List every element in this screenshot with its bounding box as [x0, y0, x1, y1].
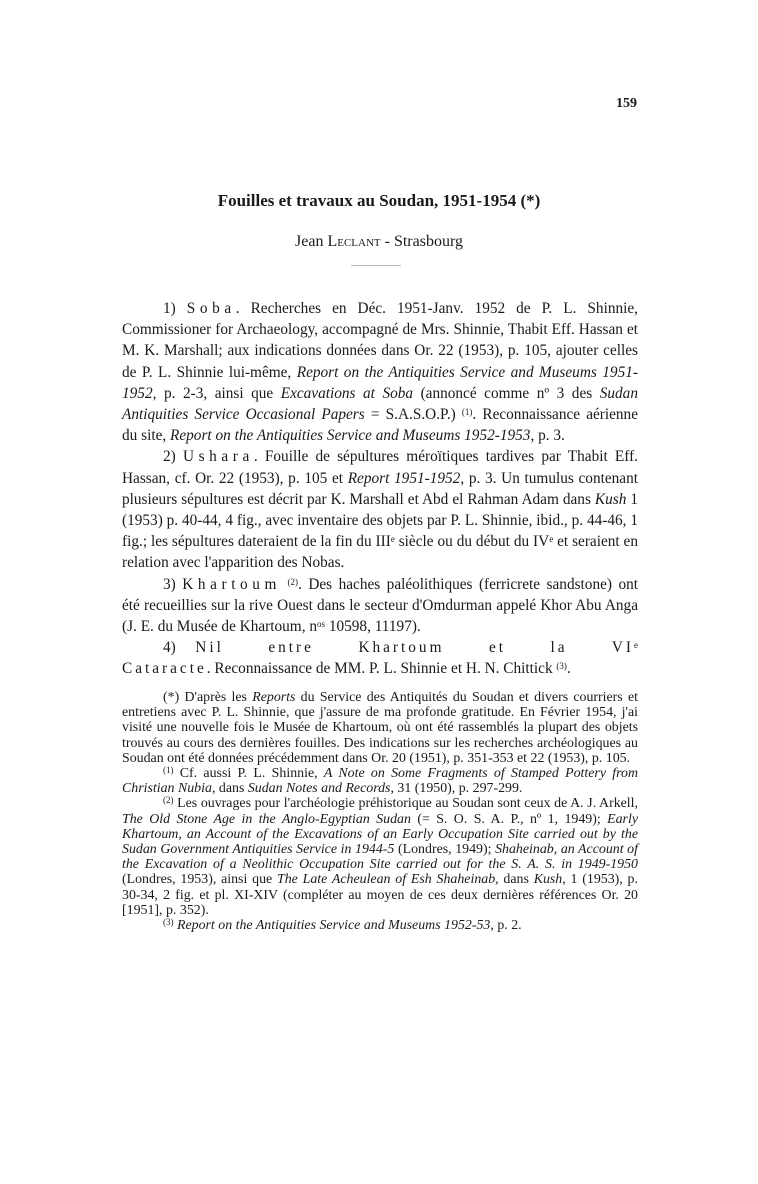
italic-text: The Late Acheulean of Esh Shaheinab [276, 872, 496, 888]
footnote-ref: (2) [287, 576, 299, 587]
para-num: 4) [163, 639, 196, 657]
italic-text: Report on the Antiquities Service and Museums 1952-1953 [170, 427, 531, 445]
author-sep: - [380, 233, 394, 250]
main-text [122, 298, 638, 680]
para-heading: Khartoum [182, 575, 282, 593]
footnote-2 [122, 796, 638, 918]
text: . Fouille de sépultures méroïtiques tardives par Thabit Eff. Hassan, cf. Or. 22 (1953), p. 105 et [122, 448, 638, 487]
page-number: 159 [616, 96, 637, 111]
text: 1 (1953) p. 40-44, 4 fig., avec inventaire des objets par P. L. Shinnie, ibid., p. 44-46, 1 fig.; les sépultures dateraient de la fin du III [122, 490, 639, 551]
text: 10598, 11197). [325, 618, 421, 636]
text: , 31 (1950), p. 297-299. [390, 781, 523, 797]
paragraph-ushara [122, 446, 638, 573]
text: . Reconnaissance aérienne du site, [122, 406, 638, 445]
author-first: Jean [295, 233, 324, 250]
superscript: e [390, 534, 395, 545]
footnotes [122, 690, 638, 933]
footnote-mark: (3) [163, 917, 174, 928]
footnote-3 [122, 918, 638, 933]
footnote-ref: (1) [461, 407, 473, 418]
italic-text: Excavations at Soba [280, 384, 414, 402]
italic-text: Sudan Notes and Records [247, 781, 391, 797]
text: = S.A.S.O.P.) [364, 406, 462, 424]
superscript: e [549, 534, 554, 545]
text: D'après les [179, 690, 253, 705]
italic-text: Early Khartoum, an Account of the Excavations of an Early Occupation Site carried out by the Sudan Government Antiquities Service in 1944-5 [122, 811, 638, 858]
para-num: 2) [163, 448, 183, 466]
text: , dans [211, 781, 248, 797]
text: . [566, 660, 571, 678]
footnote-ref: (3) [556, 661, 567, 672]
text: , 1 (1953), p. 30-34, 2 fig. et pl. XI-XIV (compléter au moyen de ces deux dernières références Or. 20 [1951], p. 352). [122, 872, 638, 918]
superscript: e [634, 640, 638, 651]
italic-text: Sudan Antiquities Service Occasional Papers [122, 384, 638, 424]
text: (Londres, 1953), ainsi que [122, 872, 277, 888]
author-last: Leclant [327, 233, 381, 250]
text: , p. 2-3, ainsi que [152, 384, 281, 402]
author-place: Strasbourg [393, 233, 463, 250]
footnote-mark: (2) [163, 795, 174, 806]
para-num: 1) [163, 300, 187, 317]
text: Les ouvrages pour l'archéologie préhistorique au Soudan sont ceux de A. J. Arkell, [173, 796, 638, 812]
para-heading: Soba [186, 300, 236, 317]
italic-text: Report on the Antiquities Service and Museums 1952-53 [176, 918, 491, 934]
text: (= S. O. S. A. P., nº 1, 1949); [410, 811, 608, 827]
author-line [0, 233, 758, 251]
paragraph-soba [122, 298, 638, 446]
text: Cf. aussi P. L. Shinnie, [173, 766, 324, 782]
text: , p. 2. [490, 918, 522, 934]
italic-text: Kush [533, 872, 563, 888]
footnote-1 [122, 766, 638, 796]
title-divider [351, 265, 401, 266]
text: , dans [495, 872, 534, 888]
text: (annoncé comme nº 3 des [413, 384, 600, 402]
italic-text: Reports [252, 690, 296, 705]
paragraph-khartoum [122, 574, 638, 638]
text: , p. 3. Un tumulus contenant plusieurs sépultures est décrit par K. Marshall et Abd el Rahman Adam dans [122, 469, 638, 508]
text: (Londres, 1949); [394, 842, 496, 858]
para-num: 3) [163, 575, 183, 593]
text: et seraient en relation avec l'apparition des Nobas. [122, 533, 638, 572]
para-heading: Ushara [182, 448, 254, 466]
footnote-mark: (1) [163, 765, 174, 776]
italic-text: Shaheinab, an Account of the Excavation of a Neolithic Occupation Site carried out for the S. A. S. in 1949-1950 [122, 842, 638, 873]
text: siècle ou du début du IV [394, 533, 550, 551]
text: . Des haches paléolithiques (ferricrete sandstone) ont été recueillies sur la rive Ouest dans le secteur d'Omdurman appelé Khor Abu Anga (J. E. du Musée de Khartoum, n [122, 575, 638, 636]
paragraph-nil [122, 637, 638, 679]
text: du Service des Antiquités du Soudan et divers courriers et entretiens avec P. L. Shinnie, que j'assure de ma profonde gratitude. En Février 1954, j'ai visité une nouvelle fois le Musée de Khartoum, où ont été rassemblés la plupart des objets trouvés au cours des dernières fouilles. Des indications sur les recherches archéologiques au Soudan ont été données précédemment dans Or. 20 (1951), p. 351-353 et 22 (1953), p. 105. [122, 690, 638, 766]
text: . Recherches en Déc. 1951-Janv. 1952 de P. L. Shinnie, Commissioner for Archaeology, accompagné de Mrs. Shinnie, Thabit Eff. Hassan et M. K. Marshall; aux indications données dans Or. 22 (1953), p. 105, ajouter celles de P. L. Shinnie lui-même, [122, 300, 638, 381]
para-heading: Cataracte [122, 660, 207, 678]
italic-text: Report 1951-1952 [347, 469, 461, 487]
italic-text: Report on the Antiquities Service and Museums 1951-1952 [122, 363, 638, 402]
superscript: os [317, 619, 326, 630]
italic-text: Kush [594, 490, 627, 508]
text: , p. 3. [530, 427, 565, 445]
para-heading: Nil entre Khartoum et la VI [195, 639, 634, 657]
italic-text: The Old Stone Age in the Anglo-Egyptian Sudan [122, 811, 411, 827]
italic-text: A Note on Some Fragments of Stamped Pottery from Christian Nubia [122, 766, 639, 797]
text: . Reconnaissance de MM. P. L. Shinnie et H. N. Chittick [206, 660, 557, 678]
article-title: Fouilles et travaux au Soudan, 1951-1954 (*) [217, 191, 541, 210]
footnote-mark: (*) [163, 690, 180, 705]
footnote-star [122, 690, 638, 766]
